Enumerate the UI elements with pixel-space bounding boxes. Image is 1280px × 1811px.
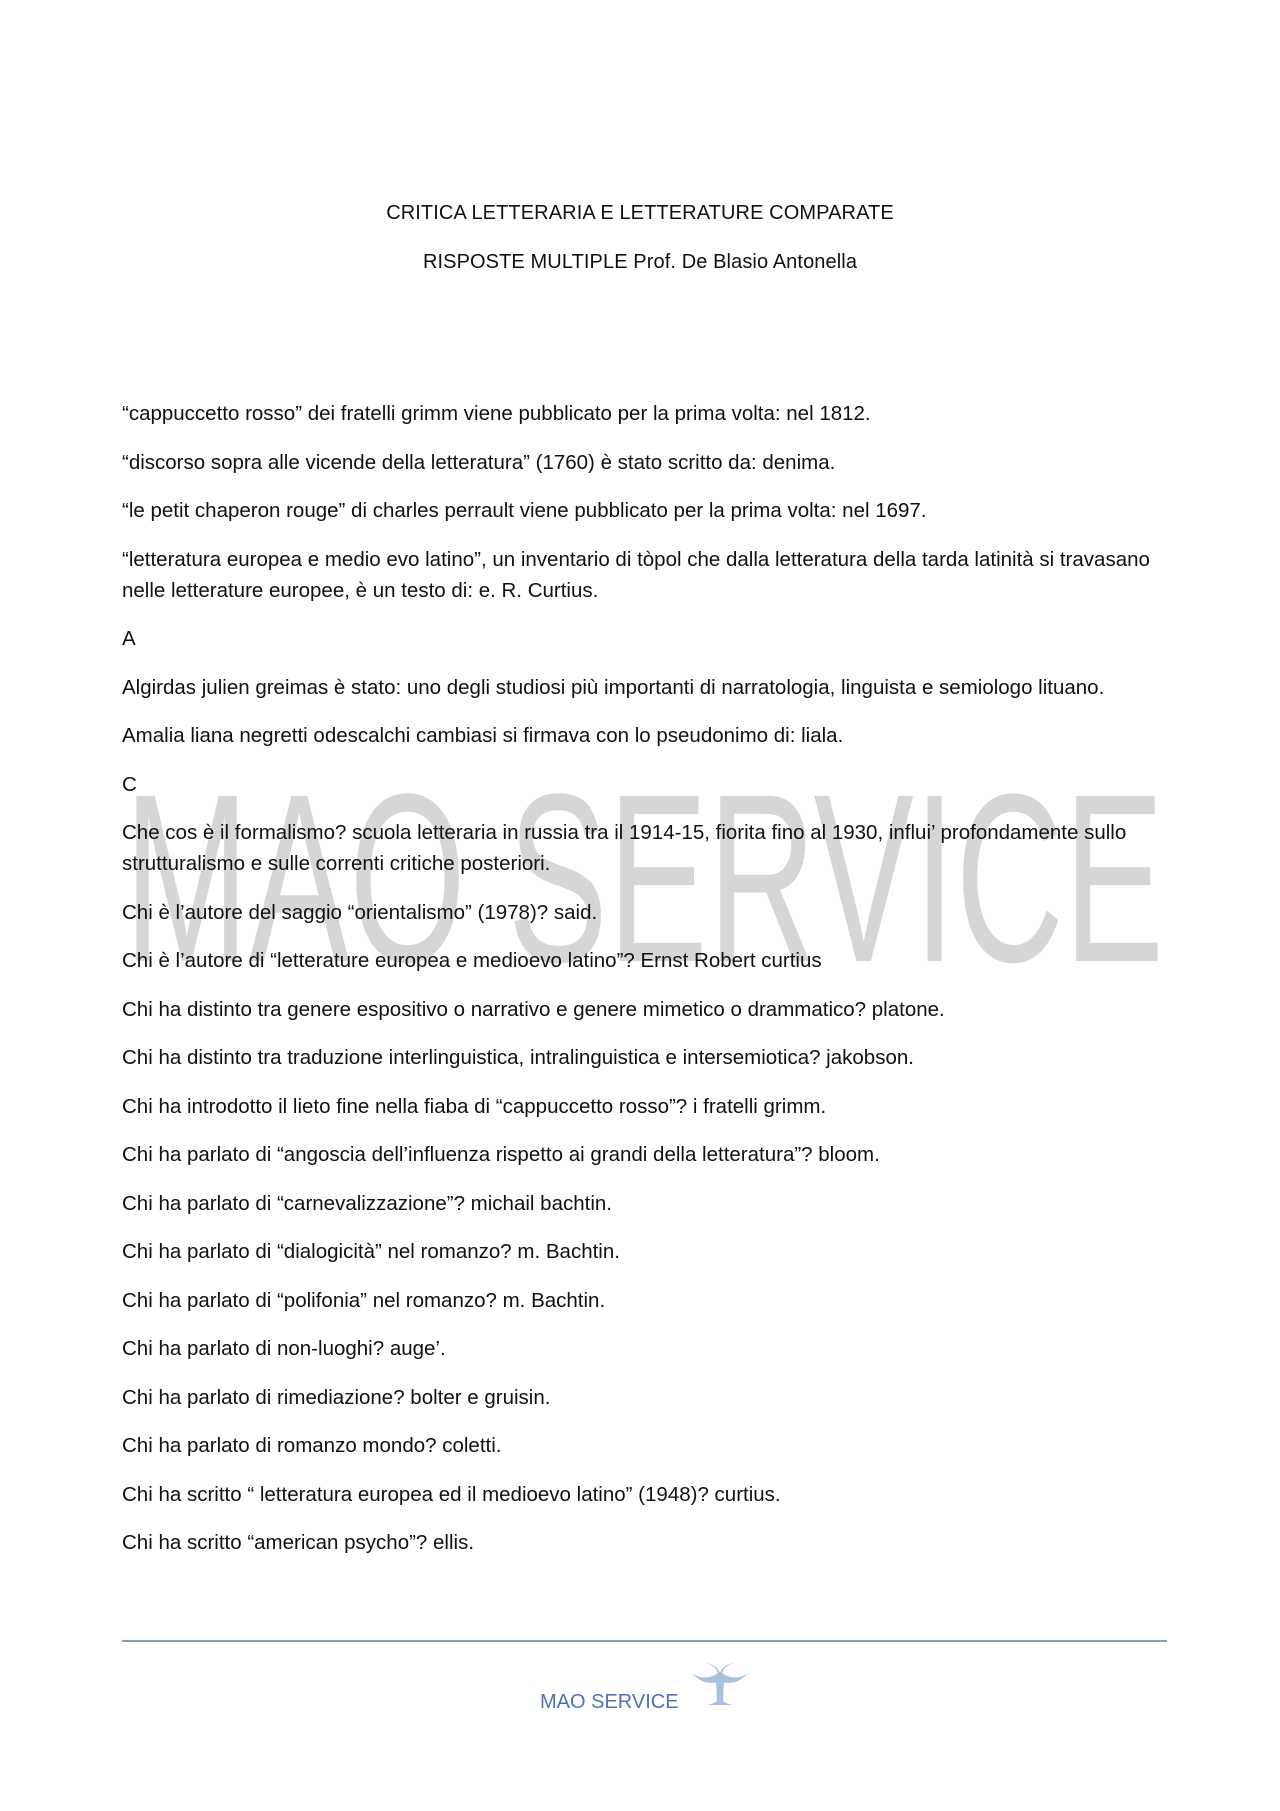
footer-divider	[122, 1640, 1167, 1642]
list-item: Chi ha parlato di “angoscia dell’influenza rispetto ai grandi della letteratura”? bloom.	[122, 1143, 880, 1166]
footer-brand: MAO SERVICE	[540, 1691, 679, 1713]
list-item: “le petit chaperon rouge” di charles perrault viene pubblicato per la prima volta: nel 1697.	[122, 499, 927, 522]
title-block	[0, 200, 1280, 298]
section-letter: C	[122, 772, 137, 796]
answer-list	[122, 398, 1167, 1576]
list-item: Chi ha parlato di rimediazione? bolter e gruisin.	[122, 1385, 551, 1409]
list-item: Amalia liana negretti odescalchi cambiasi si firmava con lo pseudonimo di: liala.	[122, 724, 844, 747]
list-item: Chi è l’autore del saggio “orientalismo” (1978)? said.	[122, 900, 598, 924]
list-item: Che cos è il formalismo? scuola letteraria in russia tra il 1914-15, fiorita fino al 1930, influi’ profondamente sullo strutturalismo e sulle correnti critiche posteriori.	[122, 821, 1127, 875]
list-item: Chi ha parlato di non-luoghi? auge’.	[122, 1337, 446, 1360]
list-item: “letteratura europea e medio evo latino”, un inventario di tòpol che dalla letteratura della tarda latinità si travasano nelle letterature europee, è un testo di: e. R. Curtius.	[122, 547, 1150, 602]
list-item: Chi ha parlato di “polifonia” nel romanzo? m. Bachtin.	[122, 1288, 606, 1312]
section-letter: A	[122, 627, 136, 650]
list-item: “discorso sopra alle vicende della letteratura” (1760) è stato scritto da: denima.	[122, 450, 836, 474]
list-item: Chi ha parlato di “carnevalizzazione”? michail bachtin.	[122, 1191, 612, 1215]
list-item: Chi è l’autore di “letterature europea e medioevo latino”? Ernst Robert curtius	[122, 949, 822, 972]
page-footer	[0, 1655, 1280, 1715]
list-item: Chi ha introdotto il lieto fine nella fiaba di “cappuccetto rosso”? i fratelli grimm.	[122, 1094, 827, 1118]
list-item: Algirdas julien greimas è stato: uno degli studiosi più importanti di narratologia, linguista e semiologo lituano.	[122, 675, 1105, 699]
list-item: Chi ha parlato di romanzo mondo? coletti.	[122, 1434, 502, 1457]
list-item: Chi ha scritto “american psycho”? ellis.	[122, 1531, 475, 1554]
list-item: Chi ha scritto “ letteratura europea ed il medioevo latino” (1948)? curtius.	[122, 1482, 781, 1506]
list-item: “cappuccetto rosso” dei fratelli grimm viene pubblicato per la prima volta: nel 1812.	[122, 402, 871, 425]
list-item: Chi ha parlato di “dialogicità” nel romanzo? m. Bachtin.	[122, 1240, 620, 1263]
bird-logo-icon	[690, 1661, 750, 1722]
list-item: Chi ha distinto tra genere espositivo o narrativo e genere mimetico o drammatico? platone.	[122, 997, 945, 1021]
watermark-text: MAO SERVICE	[124, 775, 1164, 975]
document-subtitle: RISPOSTE MULTIPLE Prof. De Blasio Antonella	[422, 251, 858, 273]
document-title: CRITICA LETTERARIA E LETTERATURE COMPARATE	[386, 202, 894, 224]
list-item: Chi ha distinto tra traduzione interlinguistica, intralinguistica e intersemiotica? jakobson.	[122, 1046, 914, 1069]
